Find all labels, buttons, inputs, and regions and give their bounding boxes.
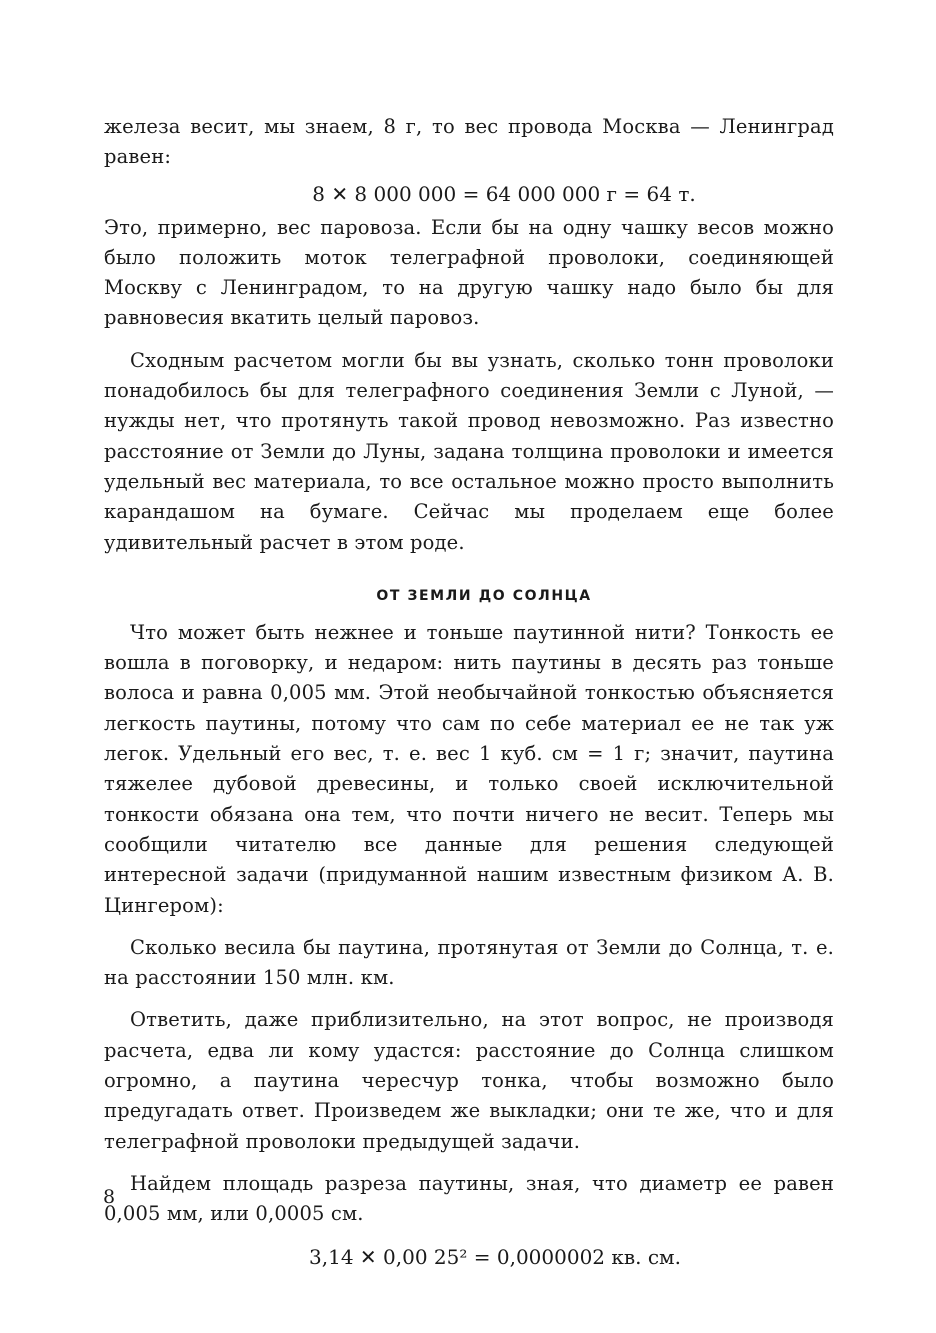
- paragraph-question: Сколько весила бы паутина, протянутая от Земли до Солнца, т. е. на расстоянии 150 млн. км.: [104, 935, 834, 990]
- paragraph-locomotive: Это, примерно, вес паровоза. Если бы на одну чашку весов можно было положить моток телеграфной проволоки, соединяющей Москву с Ленинградом, то на другую чашку надо было бы для равновесия вкатить целый паровоз.: [104, 215, 834, 330]
- page-number: 8: [103, 1186, 116, 1208]
- paragraph-moon-wire: Сходным расчетом могли бы вы узнать, сколько тонн проволоки понадобилось бы для телеграфного соединения Земли с Луной, — нужды нет, что протянуть такой провод невозможно. Раз известно расстояние от Земли до Луны, задана толщина проволоки и имеется удельный вес материала, то все остальное можно просто выполнить карандашом на бумаге. Сейчас мы проделаем еще более удивительный расчет в этом роде.: [104, 348, 834, 554]
- book-page: [104, 112, 834, 1276]
- paragraph-cross-section: Найдем площадь разреза паутины, зная, что диаметр ее равен 0,005 мм, или 0,0005 см.: [104, 1171, 834, 1226]
- section-heading: ОТ ЗЕМЛИ ДО СОЛНЦА: [376, 587, 592, 604]
- formula-cross-section: 3,14 ✕ 0,00 25² = 0,0000002 кв. см.: [309, 1244, 681, 1269]
- formula-wire-weight: 8 ✕ 8 000 000 = 64 000 000 г = 64 т.: [312, 181, 696, 206]
- paragraph-answer-intro: Ответить, даже приблизительно, на этот вопрос, не производя расчета, едва ли кому удастся: расстояние до Солнца слишком огромно, а паутина чересчур тонка, чтобы возможно было предугадать ответ. Произведем же выкладки; они те же, что и для телеграфной проволоки предыдущей задачи.: [104, 1008, 834, 1153]
- paragraph-continued: железа весит, мы знаем, 8 г, то вес провода Москва — Ленинград равен:: [104, 115, 834, 169]
- paragraph-cobweb: Что может быть нежнее и тоньше паутинной нити? Тонкость ее вошла в поговорку, и недаром: нить паутины в десять раз тоньше волоса и равна 0,005 мм. Этой необычайной тонкостью объясняется легкость паутины, потому что сам по себе материал ее не так уж легок. Удельный его вес, т. е. вес 1 куб. см = 1 г; значит, паутина тяжелее дубовой древесины, и только своей исключительной тонкости обязана она тем, что почти ничего не весит. Теперь мы сообщили читателю все данные для решения следующей интересной задачи (придуманной нашим известным физиком А. В. Цингером):: [104, 620, 834, 917]
